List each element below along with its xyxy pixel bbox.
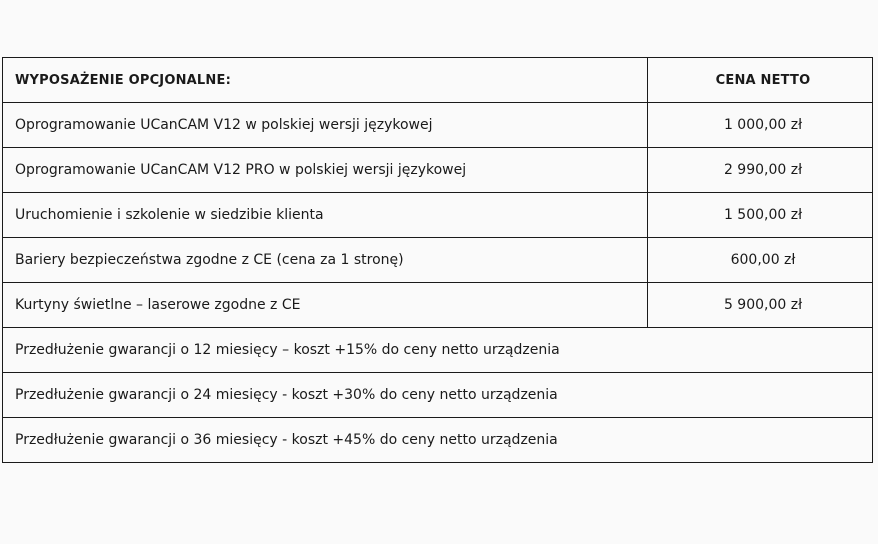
item-name: Oprogramowanie UCanCAM V12 PRO w polskiej wersji językowej (3, 148, 648, 193)
item-price: 1 500,00 zł (648, 193, 873, 238)
item-price: 600,00 zł (648, 238, 873, 283)
item-price: 2 990,00 zł (648, 148, 873, 193)
table-row (3, 193, 873, 238)
column-header-item: WYPOSAŻENIE OPCJONALNE: (3, 58, 648, 103)
item-name: Bariery bezpieczeństwa zgodne z CE (cena za 1 stronę) (3, 238, 648, 283)
item-price: 1 000,00 zł (648, 103, 873, 148)
warranty-option: Przedłużenie gwarancji o 12 miesięcy – koszt +15% do ceny netto urządzenia (3, 328, 873, 373)
warranty-row (3, 328, 873, 373)
item-name: Uruchomienie i szkolenie w siedzibie klienta (3, 193, 648, 238)
warranty-option: Przedłużenie gwarancji o 24 miesięcy - koszt +30% do ceny netto urządzenia (3, 373, 873, 418)
warranty-row (3, 373, 873, 418)
column-header-price: CENA NETTO (648, 58, 873, 103)
table-row (3, 103, 873, 148)
table-header-row (3, 58, 873, 103)
item-name: Kurtyny świetlne – laserowe zgodne z CE (3, 283, 648, 328)
item-name: Oprogramowanie UCanCAM V12 w polskiej wersji językowej (3, 103, 648, 148)
item-price: 5 900,00 zł (648, 283, 873, 328)
table-row (3, 148, 873, 193)
warranty-row (3, 418, 873, 463)
warranty-option: Przedłużenie gwarancji o 36 miesięcy - koszt +45% do ceny netto urządzenia (3, 418, 873, 463)
optional-equipment-table (2, 57, 873, 463)
table-row (3, 283, 873, 328)
table-row (3, 238, 873, 283)
